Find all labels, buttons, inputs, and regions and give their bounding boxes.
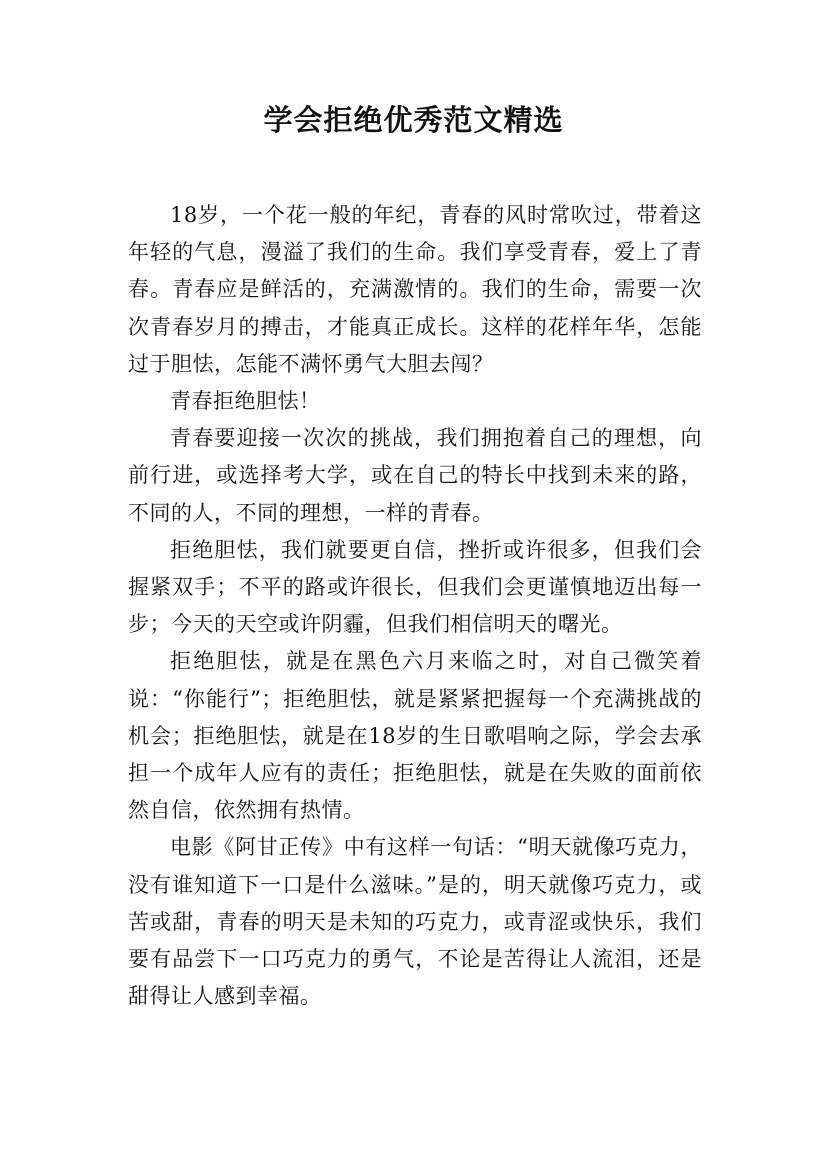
paragraph-4: 拒绝胆怯，我们就要更自信，挫折或许很多，但我们会握紧双手；不平的路或许很长，但我们会更谨慎地迈出每一步；今天的天空或许阴霾，但我们相信明天的曙光。 bbox=[128, 537, 702, 637]
paragraph-3: 青春要迎接一次次的挑战，我们拥抱着自己的理想，向前行进，或选择考大学，或在自己的特长中找到未来的路，不同的人，不同的理想，一样的青春。 bbox=[128, 426, 702, 525]
document-body bbox=[128, 197, 702, 1015]
paragraph-6: 电影《阿甘正传》中有这样一句话：“明天就像巧克力，没有谁知道下一口是什么滋味。”是的，明天就像巧克力，或苦或甜，青春的明天是未知的巧克力，或青涩或快乐，我们要有品尝下一口巧克力的勇气，不论是苦得让人流泪，还是甜得让人感到幸福。 bbox=[128, 835, 702, 1009]
paragraph-1: 18岁，一个花一般的年纪，青春的风时常吹过，带着这年轻的气息，漫溢了我们的生命。我们享受青春，爱上了青春。青春应是鲜活的，充满激情的。我们的生命，需要一次次青春岁月的搏击，才能真正成长。这样的花样年华，怎能过于胆怯，怎能不满怀勇气大胆去闯？ bbox=[128, 203, 702, 376]
paragraph-2: 青春拒绝胆怯！ bbox=[170, 389, 321, 414]
paragraph-5: 拒绝胆怯，就是在黑色六月来临之时，对自己微笑着说：“你能行”；拒绝胆怯，就是紧紧把握每一个充满挑战的机会；拒绝胆怯，就是在18岁的生日歌唱响之际，学会去承担一个成年人应有的责任；拒绝胆怯，就是在失败的面前依然自信，依然拥有热情。 bbox=[128, 649, 702, 823]
document-title: 学会拒绝优秀范文精选 bbox=[263, 103, 564, 137]
